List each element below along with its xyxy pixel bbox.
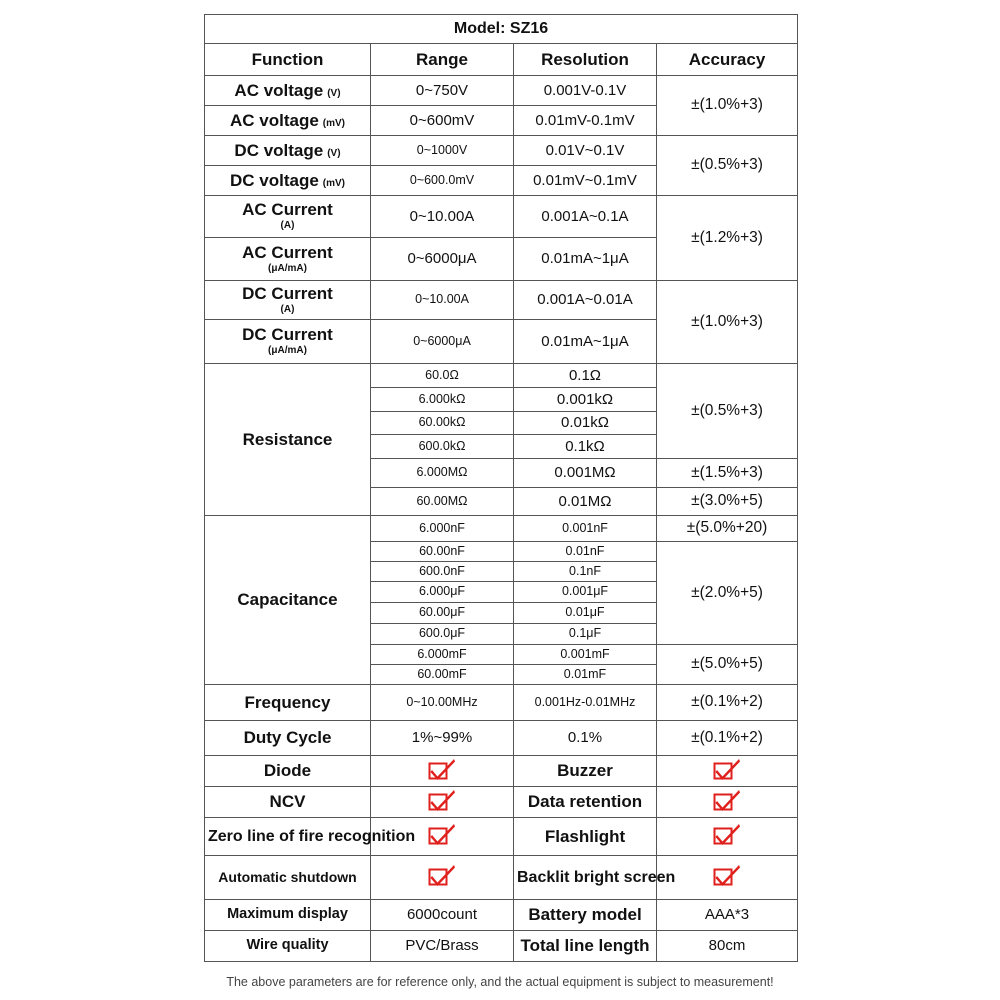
function-cell: DC Current (A)	[205, 281, 371, 320]
range-cell: 0~6000μA	[371, 238, 514, 281]
table-row	[205, 931, 798, 962]
function-cell: AC voltage (mV)	[205, 106, 371, 136]
accuracy-cell: ±(5.0%+5)	[657, 645, 798, 685]
range-cell: 0~10.00A	[371, 196, 514, 238]
table-row	[205, 685, 798, 721]
table-row	[205, 756, 798, 787]
footnote: The above parameters are for reference only, and the actual equipment is subject to measurement!	[226, 975, 774, 989]
line-length-label: Total line length	[514, 931, 657, 962]
range-cell: 6.000μF	[371, 582, 514, 603]
table-row	[205, 281, 798, 320]
accuracy-cell: ±(1.2%+3)	[657, 196, 798, 281]
checkmark-icon	[428, 757, 456, 786]
table-row	[205, 76, 798, 106]
range-cell: 60.00kΩ	[371, 412, 514, 435]
header-row	[205, 44, 798, 76]
range-cell: 60.00nF	[371, 542, 514, 562]
checkmark-icon	[428, 822, 456, 851]
model-title: Model: SZ16	[205, 15, 798, 44]
table-row	[205, 364, 798, 388]
resolution-cell: 0.01mV~0.1mV	[514, 166, 657, 196]
checkmark-icon	[713, 822, 741, 851]
resolution-cell: 0.01nF	[514, 542, 657, 562]
resolution-cell: 0.1Ω	[514, 364, 657, 388]
checkmark-icon	[713, 788, 741, 817]
range-cell: 0~750V	[371, 76, 514, 106]
header-accuracy: Accuracy	[657, 44, 798, 76]
check-cell	[371, 856, 514, 900]
resolution-cell: 0.001μF	[514, 582, 657, 603]
capacitance-label: Capacitance	[205, 516, 371, 685]
range-cell: 60.00MΩ	[371, 488, 514, 516]
accuracy-cell: ±(1.5%+3)	[657, 459, 798, 488]
check-cell	[657, 787, 798, 818]
resolution-cell: 0.1%	[514, 721, 657, 756]
resolution-cell: 0.01mA~1μA	[514, 320, 657, 364]
resolution-cell: 0.01kΩ	[514, 412, 657, 435]
range-cell: 6.000kΩ	[371, 388, 514, 412]
resolution-cell: 0.1kΩ	[514, 435, 657, 459]
header-resolution: Resolution	[514, 44, 657, 76]
check-cell	[657, 756, 798, 787]
feature-data-retention: Data retention	[514, 787, 657, 818]
resolution-cell: 0.01V~0.1V	[514, 136, 657, 166]
header-range: Range	[371, 44, 514, 76]
battery-label: Battery model	[514, 900, 657, 931]
feature-diode: Diode	[205, 756, 371, 787]
checkmark-icon	[713, 757, 741, 786]
range-cell: 1%~99%	[371, 721, 514, 756]
feature-buzzer: Buzzer	[514, 756, 657, 787]
resolution-cell: 0.01MΩ	[514, 488, 657, 516]
resolution-cell: 0.01μF	[514, 603, 657, 624]
resolution-cell: 0.001MΩ	[514, 459, 657, 488]
table-row	[205, 856, 798, 900]
accuracy-cell: ±(5.0%+20)	[657, 516, 798, 542]
accuracy-cell: ±(0.1%+2)	[657, 721, 798, 756]
accuracy-cell: ±(1.0%+3)	[657, 76, 798, 136]
range-cell: 0~600.0mV	[371, 166, 514, 196]
feature-ncv: NCV	[205, 787, 371, 818]
resolution-cell: 0.1μF	[514, 624, 657, 645]
check-cell	[371, 787, 514, 818]
range-cell: 0~600mV	[371, 106, 514, 136]
table-row	[205, 787, 798, 818]
range-cell: 0~6000μA	[371, 320, 514, 364]
max-display-value: 6000count	[371, 900, 514, 931]
checkmark-icon	[428, 788, 456, 817]
accuracy-cell: ±(3.0%+5)	[657, 488, 798, 516]
range-cell: 60.00μF	[371, 603, 514, 624]
range-cell: 0~10.00A	[371, 281, 514, 320]
range-cell: 600.0kΩ	[371, 435, 514, 459]
function-cell: DC voltage (mV)	[205, 166, 371, 196]
table-row	[205, 900, 798, 931]
frequency-label: Frequency	[205, 685, 371, 721]
function-cell: AC voltage (V)	[205, 76, 371, 106]
feature-auto-shutdown: Automatic shutdown	[205, 856, 371, 900]
accuracy-cell: ±(0.5%+3)	[657, 136, 798, 196]
resolution-cell: 0.01mA~1μA	[514, 238, 657, 281]
range-cell: 0~10.00MHz	[371, 685, 514, 721]
range-cell: 6.000mF	[371, 645, 514, 665]
duty-cycle-label: Duty Cycle	[205, 721, 371, 756]
range-cell: 6.000MΩ	[371, 459, 514, 488]
resistance-label: Resistance	[205, 364, 371, 516]
spec-table	[204, 14, 798, 962]
range-cell: 60.00mF	[371, 665, 514, 685]
resolution-cell: 0.1nF	[514, 562, 657, 582]
table-row	[205, 136, 798, 166]
table-row	[205, 721, 798, 756]
header-function: Function	[205, 44, 371, 76]
resolution-cell: 0.001kΩ	[514, 388, 657, 412]
range-cell: 600.0nF	[371, 562, 514, 582]
resolution-cell: 0.001mF	[514, 645, 657, 665]
checkmark-icon	[713, 863, 741, 892]
range-cell: 0~1000V	[371, 136, 514, 166]
accuracy-cell: ±(1.0%+3)	[657, 281, 798, 364]
table-row	[205, 196, 798, 238]
table-row	[205, 818, 798, 856]
accuracy-cell: ±(0.1%+2)	[657, 685, 798, 721]
resolution-cell: 0.001Hz-0.01MHz	[514, 685, 657, 721]
range-cell: 600.0μF	[371, 624, 514, 645]
check-cell	[657, 818, 798, 856]
feature-flashlight: Flashlight	[514, 818, 657, 856]
resolution-cell: 0.001V-0.1V	[514, 76, 657, 106]
resolution-cell: 0.01mV-0.1mV	[514, 106, 657, 136]
function-cell: DC Current (μA/mA)	[205, 320, 371, 364]
function-cell: AC Current (μA/mA)	[205, 238, 371, 281]
checkmark-icon	[428, 863, 456, 892]
range-cell: 6.000nF	[371, 516, 514, 542]
accuracy-cell: ±(0.5%+3)	[657, 364, 798, 459]
table-row	[205, 516, 798, 542]
feature-backlit: Backlit bright screen	[514, 856, 657, 900]
wire-value: PVC/Brass	[371, 931, 514, 962]
check-cell	[657, 856, 798, 900]
battery-value: AAA*3	[657, 900, 798, 931]
resolution-cell: 0.001nF	[514, 516, 657, 542]
feature-zero-line: Zero line of fire recognition	[205, 818, 371, 856]
check-cell	[371, 756, 514, 787]
max-display-label: Maximum display	[205, 900, 371, 931]
wire-label: Wire quality	[205, 931, 371, 962]
resolution-cell: 0.01mF	[514, 665, 657, 685]
function-cell: AC Current (A)	[205, 196, 371, 238]
resolution-cell: 0.001A~0.01A	[514, 281, 657, 320]
title-row	[205, 15, 798, 44]
resolution-cell: 0.001A~0.1A	[514, 196, 657, 238]
line-length-value: 80cm	[657, 931, 798, 962]
range-cell: 60.0Ω	[371, 364, 514, 388]
function-cell: DC voltage (V)	[205, 136, 371, 166]
accuracy-cell: ±(2.0%+5)	[657, 542, 798, 645]
